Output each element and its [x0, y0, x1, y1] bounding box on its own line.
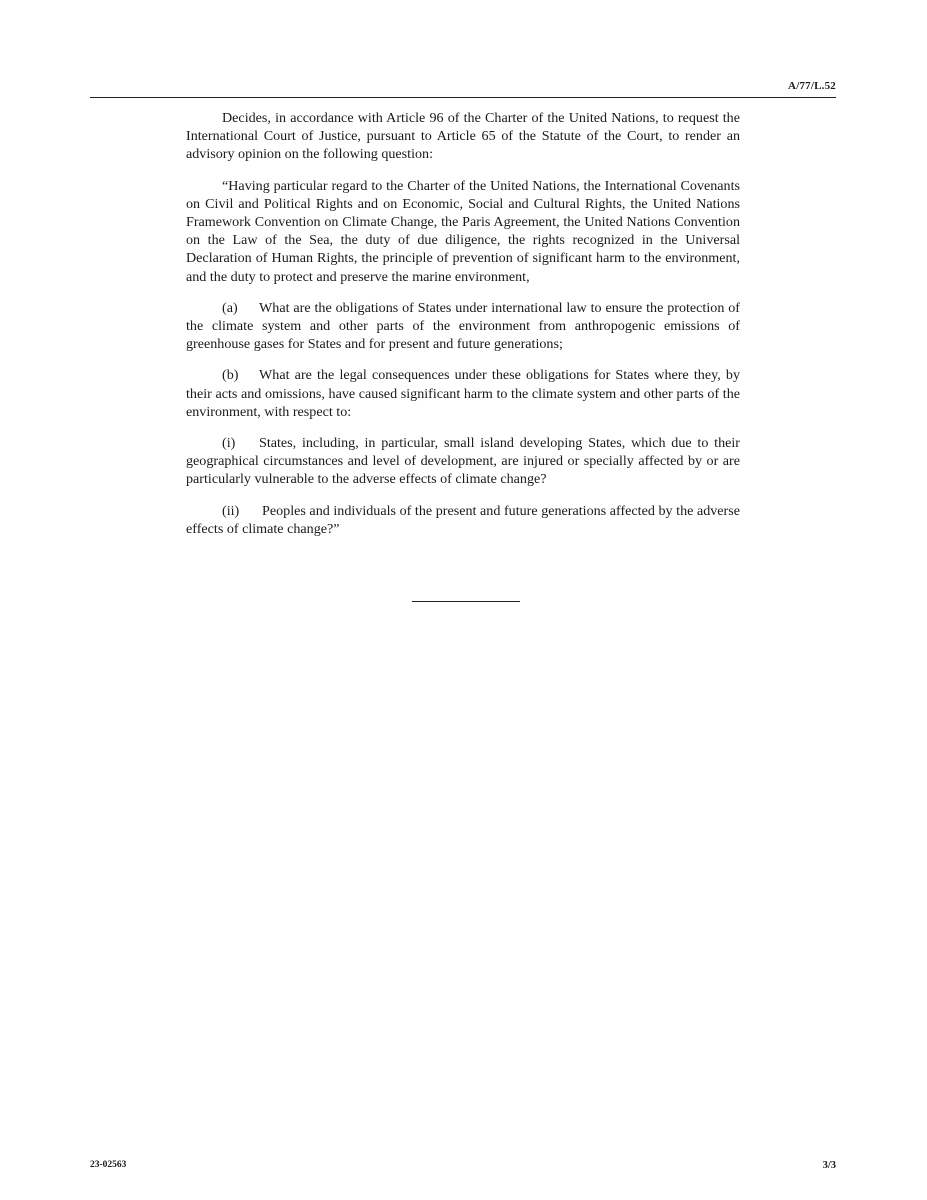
paragraph-text: States, including, in particular, small island developing States, which due to their geographical circumstances and level of development, are injured or specially affected by or are particularly vulnerable to the adverse effects of climate change? — [186, 435, 740, 488]
question-item-b — [186, 366, 740, 421]
resolution-body — [186, 109, 740, 551]
operative-paragraph-decides — [186, 109, 740, 164]
item-marker: (a) — [222, 299, 238, 316]
end-of-document-rule — [412, 601, 520, 602]
paragraph-text: What are the obligations of States under international law to ensure the protection of the climate system and other parts of the environment from anthropogenic emissions of greenhouse gases for States and for present and future generations; — [186, 299, 740, 353]
item-marker: (b) — [222, 367, 239, 384]
document-number: 23-02563 — [90, 1160, 127, 1170]
header-rule — [90, 97, 836, 98]
paragraph-text: What are the legal consequences under these obligations for States where they, by their acts and omissions, have caused significant harm to the climate system and other parts of the environment, with respect to: — [186, 367, 740, 420]
item-marker: (ii) — [222, 502, 240, 519]
paragraph-text: Peoples and individuals of the present and future generations affected by the adverse effects of climate change?” — [186, 502, 740, 537]
document-symbol: A/77/L.52 — [788, 80, 836, 92]
question-preamble — [186, 177, 740, 286]
question-subitem-i — [186, 434, 740, 489]
question-subitem-ii — [186, 502, 740, 538]
question-item-a — [186, 299, 740, 354]
paragraph-text: “Having particular regard to the Charter of the United Nations, the International Covenants on Civil and Political Rights and on Economic, Social and Cultural Rights, the United Nations Framework Convention on Climate Change, the Paris Agreement, the United Nations Convention on the Law of the Sea, the duty of due diligence, the rights recognized in the Universal Declaration of Human Rights, the principle of prevention of significant harm to the environment, and the duty to protect and preserve the marine environment, — [186, 177, 740, 285]
item-marker: (i) — [222, 435, 236, 452]
page-indicator: 3/3 — [822, 1160, 836, 1171]
paragraph-text: Decides, in accordance with Article 96 of the Charter of the United Nations, to request the International Court of Justice, pursuant to Article 65 of the Statute of the Court, to render an advisory opinion on the following question: — [186, 110, 740, 163]
